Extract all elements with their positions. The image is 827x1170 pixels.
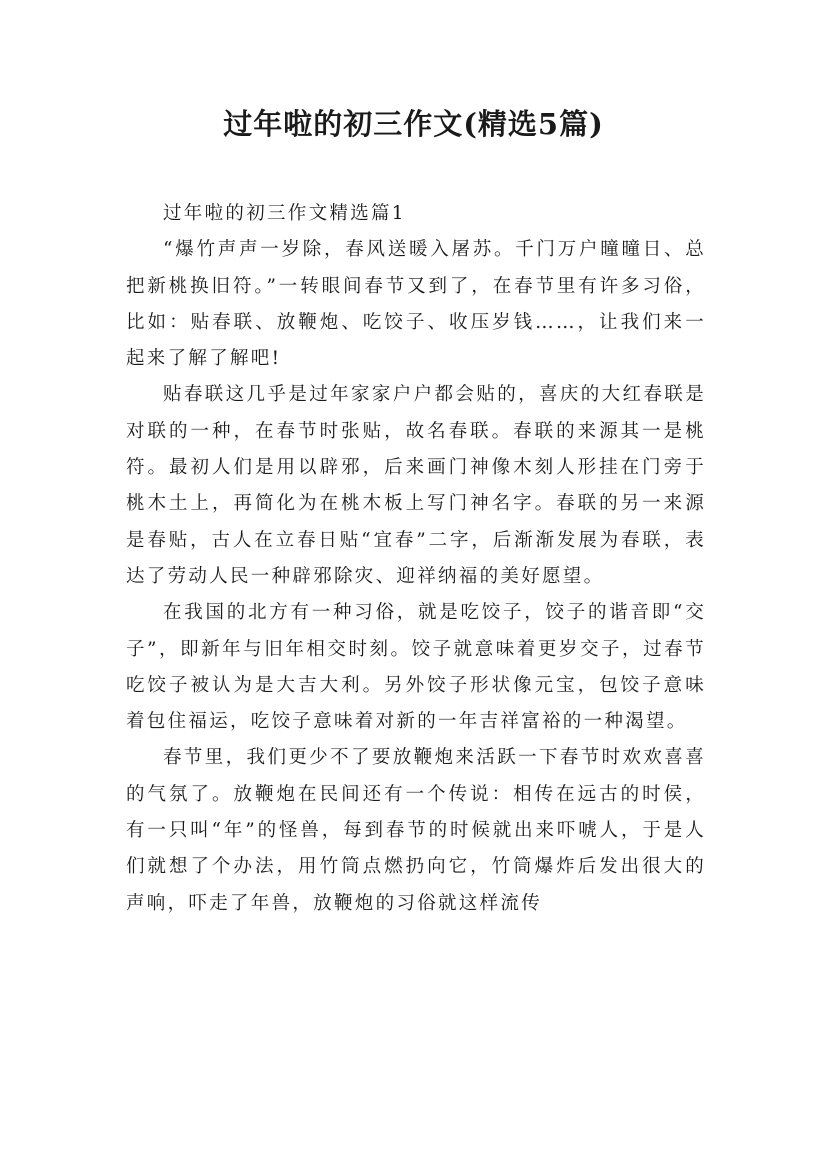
paragraph-2: 贴春联这几乎是过年家家户户都会贴的，喜庆的大红春联是对联的一种，在春节时张贴，故名春联。春联的来源其一是桃符。最初人们是用以辟邪，后来画门神像木刻人形挂在门旁于桃木土上，再简化为在桃木板上写门神名字。春联的另一来源是春贴，古人在立春日贴“宜春”二字，后渐渐发展为春联，表达了劳动人民一种辟邪除灾、迎祥纳福的美好愿望。	[126, 384, 706, 587]
section-heading: 过年啦的初三作文精选篇1	[163, 203, 406, 224]
paragraph-4: 春节里，我们更少不了要放鞭炮来活跃一下春节时欢欢喜喜的气氛了。放鞭炮在民间还有一个传说：相传在远古的时侯，有一只叫“年”的怪兽，每到春节的时候就出来吓唬人，于是人们就想了个办法，用竹筒点燃扔向它，竹筒爆炸后发出很大的声响，吓走了年兽，放鞭炮的习俗就这样流传	[126, 747, 706, 914]
paragraph-1: “爆竹声声一岁除，春风送暖入屠苏。千门万户曈曈日、总把新桃换旧符。”一转眼间春节又到了，在春节里有许多习俗，比如：贴春联、放鞭炮、吃饺子、收压岁钱……，让我们来一起来了解了解吧!	[126, 239, 706, 370]
paragraph-3: 在我国的北方有一种习俗，就是吃饺子，饺子的谐音即“交子”，即新年与旧年相交时刻。饺子就意味着更岁交子，过春节吃饺子被认为是大吉大利。另外饺子形状像元宝，包饺子意味着包住福运，吃饺子意味着对新的一年吉祥富裕的一种渴望。	[126, 602, 706, 733]
document-title: 过年啦的初三作文(精选5篇)	[223, 107, 604, 141]
document-body	[126, 196, 706, 922]
